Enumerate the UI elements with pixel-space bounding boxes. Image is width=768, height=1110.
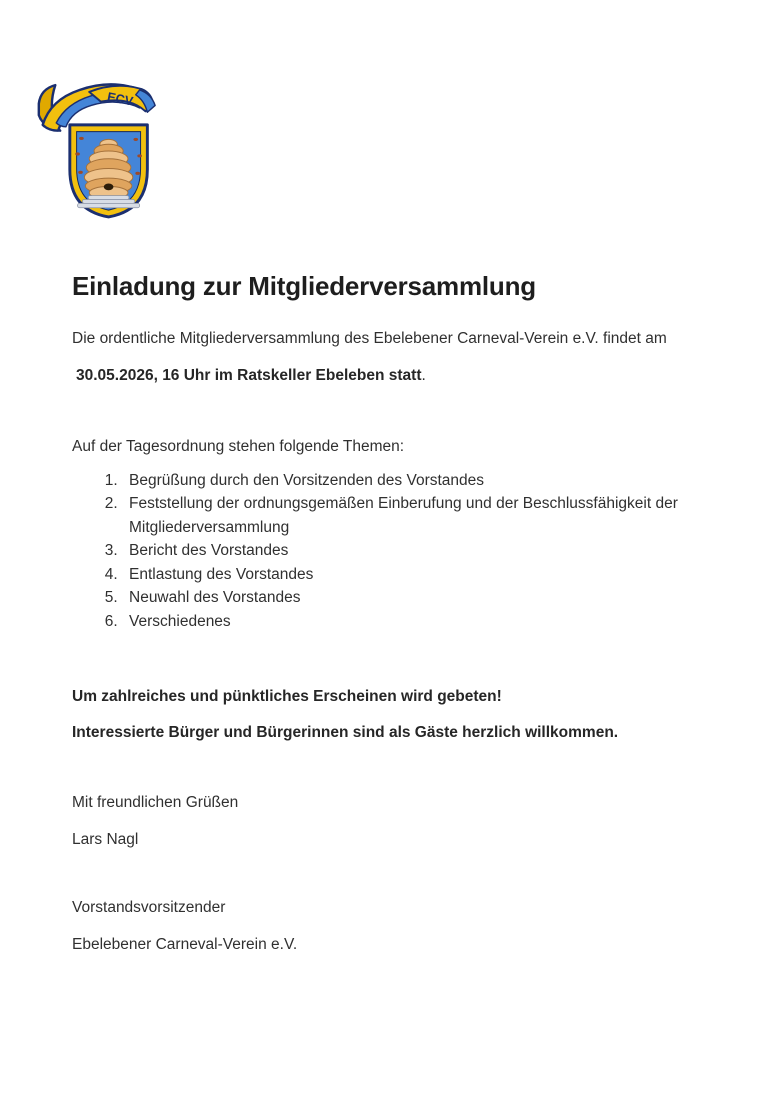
agenda-item: 6. Verschiedenes [122,610,698,634]
date-location-line [72,364,698,387]
closing-salutation: Mit freundlichen Grüßen [72,794,239,812]
date-location-suffix: . [421,366,426,384]
notice-guests: Interessierte Bürger und Bürgerinnen sind als Gäste herzlich willkommen. [72,724,619,742]
letter-body [72,272,698,956]
ecv-initials: ECV [106,89,135,109]
page-title: Einladung zur Mitgliederversammlung [72,271,536,301]
signer-role: Vorstandsvorsitzender [72,899,226,917]
agenda-heading: Auf der Tagesordnung stehen folgende Themen: [72,437,405,455]
agenda-item: 5. Neuwahl des Vorstandes [122,586,698,610]
notice-punctuality: Um zahlreiches und pünktliches Erscheinen wird gebeten! [72,688,502,706]
agenda-list [72,469,698,634]
date-location-bold: 30.05.2026, 16 Uhr im Ratskeller Ebeleben statt [76,366,422,384]
ecv-crest-icon [33,72,159,232]
signer-organization: Ebelebener Carneval-Verein e.V. [72,936,298,954]
intro-paragraph: Die ordentliche Mitgliederversammlung des Ebelebener Carneval-Verein e.V. findet am [72,329,667,347]
signer-name: Lars Nagl [72,831,139,849]
agenda-item: 1. Begrüßung durch den Vorsitzenden des Vorstandes [122,469,698,493]
agenda-item: 3. Bericht des Vorstandes [122,539,698,563]
agenda-item: 4. Entlastung des Vorstandes [122,563,698,587]
agenda-item: 2. Feststellung der ordnungsgemäßen Einberufung und der Beschlussfähigkeit der Mitgliederversammlung [122,492,698,539]
ecv-club-crest-logo [33,72,159,232]
